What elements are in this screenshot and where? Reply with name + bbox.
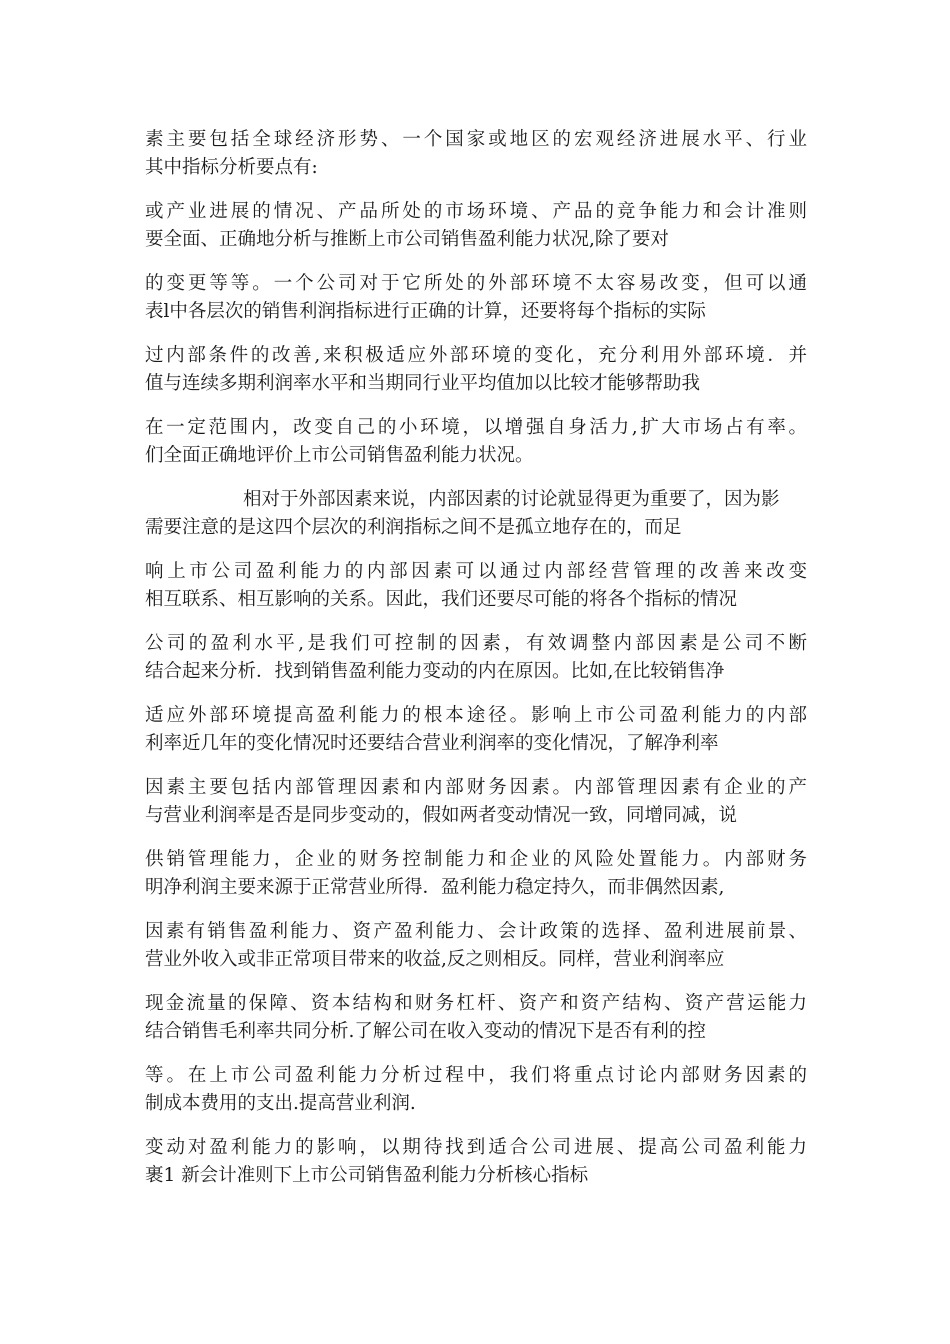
text-line: 们全面正确地评价上市公司销售盈利能力状况。: [145, 445, 534, 466]
text-line: 与营业利润率是否是同步变动的，假如两者变动情况一致，同增同减，说: [145, 805, 738, 826]
paragraph-12: [145, 918, 807, 974]
paragraph-15: [145, 1134, 807, 1190]
text-line: 利率近几年的变化情况时还要结合营业利润率的变化情况，了解净利率: [145, 733, 719, 754]
text-line: 值与连续多期利润率水平和当期同行业平均值加以比较才能够帮助我: [145, 373, 701, 394]
text-line: 的变更等等。一个公司对于它所处的外部环境不太容易改变，但可以通: [145, 273, 807, 294]
text-line: 表l中各层次的销售利润指标进行正确的计算，还要将每个指标的实际: [145, 301, 706, 322]
paragraph-2: [145, 198, 807, 254]
text-line: 或产业进展的情况、产品所处的市场环境、产品的竞争能力和会计准则: [145, 201, 807, 222]
text-line: 相对于外部因素来说，内部因素的讨论就显得更为重要了，因为影: [243, 489, 780, 510]
text-line: 要全面、正确地分析与推断上市公司销售盈利能力状况,除了要对: [145, 229, 669, 250]
text-line: 明净利润主要来源于正常营业所得．盈利能力稳定持久，而非偶然因素,: [145, 877, 725, 898]
text-line: 等。在上市公司盈利能力分析过程中，我们将重点讨论内部财务因素的: [145, 1065, 807, 1086]
paragraph-1: [145, 126, 807, 182]
paragraph-6: [145, 486, 807, 542]
text-line: 结合销售毛利率共同分析.了解公司在收入变动的情况下是否有利的控: [145, 1021, 706, 1042]
paragraph-4: [145, 342, 807, 398]
paragraph-14: [145, 1062, 807, 1118]
text-line: 现金流量的保障、资本结构和财务杠杆、资产和资产结构、资产营运能力: [145, 993, 807, 1014]
text-line: 适应外部环境提高盈利能力的根本途径。影响上市公司盈利能力的内部: [145, 705, 807, 726]
paragraph-3: [145, 270, 807, 326]
text-line: 公司的盈利水平,是我们可控制的因素，有效调整内部因素是公司不断: [145, 633, 807, 654]
paragraph-9: [145, 702, 807, 758]
text-line: 响上市公司盈利能力的内部因素可以通过内部经营管理的改善来改变: [145, 561, 807, 582]
paragraph-8: [145, 630, 807, 686]
paragraph-5: [145, 414, 807, 470]
text-line: 素主要包括全球经济形势、一个国家或地区的宏观经济进展水平、行业: [145, 129, 807, 150]
paragraph-7: [145, 558, 807, 614]
text-line: 结合起来分析．找到销售盈利能力变动的内在原因。比如,在比较销售净: [145, 661, 725, 682]
text-line: 因素有销售盈利能力、资产盈利能力、会计政策的选择、盈利进展前景、: [145, 921, 807, 942]
text-line: 需要注意的是这四个层次的利润指标之间不是孤立地存在的，而足: [145, 517, 682, 538]
paragraph-11: [145, 846, 807, 902]
paragraph-13: [145, 990, 807, 1046]
text-line: 因素主要包括内部管理因素和内部财务因素。内部管理因素有企业的产: [145, 777, 807, 798]
text-line: 供销管理能力，企业的财务控制能力和企业的风险处置能力。内部财务: [145, 849, 807, 870]
text-line: 制成本费用的支出.提高营业利润.: [145, 1093, 416, 1114]
text-line: 过内部条件的改善,来积极适应外部环境的变化，充分利用外部环境．并: [145, 345, 807, 366]
text-line: 相互联系、相互影响的关系。因此，我们还要尽可能的将各个指标的情况: [145, 589, 738, 610]
text-line: 在一定范围内，改变自己的小环境，以增强自身活力,扩大市场占有率。: [145, 417, 807, 438]
text-line: 其中指标分析要点有:: [145, 157, 318, 178]
paragraph-10: [145, 774, 807, 830]
text-line: 营业外收入或非正常项目带来的收益,反之则相反。同样，营业利润率应: [145, 949, 725, 970]
table-caption: 裹1 新会计准则下上市公司销售盈利能力分析核心指标: [145, 1165, 589, 1186]
text-line: 变动对盈利能力的影响，以期待找到适合公司进展、提高公司盈利能力: [145, 1137, 807, 1158]
